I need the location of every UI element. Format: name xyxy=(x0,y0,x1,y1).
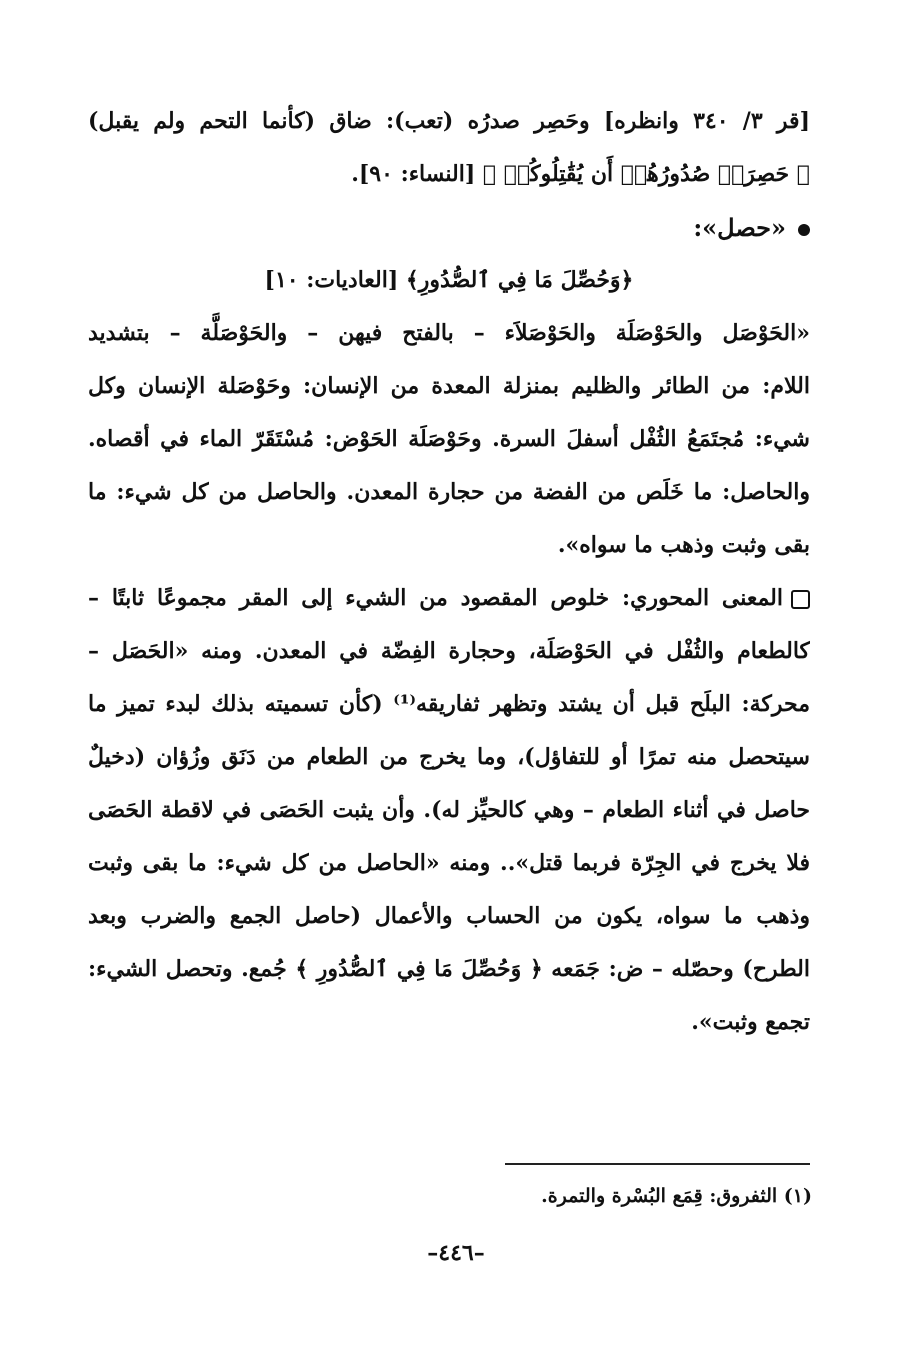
footnote: (١) الثفروق: قِمَع البُسْرة والتمرة. xyxy=(541,1185,812,1207)
entry-heading-text: «حصل»: xyxy=(693,213,786,242)
footnote-divider xyxy=(505,1163,810,1165)
text-line: «الحَوْصَل والحَوْصَلَة والحَوْصَلاَء – بالفتح فيهن – والحَوْصَلَّة – بتشديد xyxy=(88,320,810,346)
text-line: والحاصل: ما خَلَص من الفضة من حجارة المعدن. والحاصل من كل شيء: ما xyxy=(88,479,810,505)
meaning-line-first xyxy=(88,572,810,625)
text-line: وذهب ما سواه، يكون من الحساب والأعمال (حاصل الجمع والضرب وبعد xyxy=(88,903,810,929)
square-box-icon xyxy=(791,590,810,609)
text-line: فلا يخرج في الجِرّة فربما قتل».. ومنه «الحاصل من كل شيء: ما بقى وثبت xyxy=(88,850,810,876)
text-line: ﴿ حَصِرَتۡ صُدُورُهُمۡ أَن يُقَٰتِلُوكُمۡ ﴾ [النساء: ٩٠]. xyxy=(351,161,810,187)
text-line: الطرح) وحصّله – ض: جَمَعه ﴿ وَحُصِّلَ مَا فِي ٱلصُّدُورِ ﴾ جُمع. وتحصل الشيء: xyxy=(88,956,810,982)
text-line: تجمع وثبت». xyxy=(691,1009,810,1035)
text-line: اللام: من الطائر والظليم بمنزلة المعدة من الإنسان: وحَوْصَلة الإنسان وكل xyxy=(88,373,810,399)
text-line: كالطعام والثُفْل في الحَوْصَلَة، وحجارة الفِضّة في المعدن. ومنه «الحَصَل – xyxy=(88,638,810,664)
text-line: بقى وثبت وذهب ما سواه». xyxy=(557,532,810,558)
meaning-text: المعنى المحوري: خلوص المقصود من الشيء إلى المقر مجموعًا ثابتًا – xyxy=(88,585,783,611)
entry-heading xyxy=(88,201,810,254)
text-line: [قر ٣/ ٣٤٠ وانظره] وحَصِر صدرُه (تعب): ضاق (كأنما التحم ولم يقبل) xyxy=(88,108,810,134)
page-body xyxy=(88,95,810,1049)
bullet-icon xyxy=(798,224,810,236)
text-line: محركة: البلَح قبل أن يشتد وتظهر ثفاريقه⁽¹⁾ (كأن تسميته بذلك لبدء تميز ما xyxy=(88,691,810,717)
page-number: –٤٤٦– xyxy=(427,1240,485,1266)
quran-verse: ﴿وَحُصِّلَ مَا فِي ٱلصُّدُورِ﴾ [العاديات: ١٠] xyxy=(264,267,634,293)
text-line: شيء: مُجتَمَعُ الثُفْل أسفلَ السرة. وحَوْصَلَة الحَوْض: مُسْتَقَرّ الماء في أقصاه. xyxy=(88,426,810,452)
text-line: سيتحصل منه تمرًا أو للتفاؤل)، وما يخرج من الطعام من دَنَق وزُؤان (دخيلٌ xyxy=(88,744,810,770)
text-line: حاصل في أثناء الطعام – وهي كالحيِّز له). وأن يثبت الحَصَى في لاقطة الحَصَى xyxy=(88,797,810,823)
